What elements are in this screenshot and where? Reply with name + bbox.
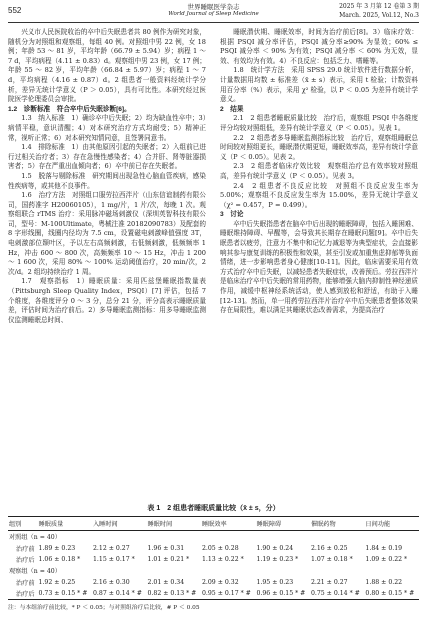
- column-header: 入睡时间: [92, 517, 146, 531]
- table-note: 注：与本组治疗前比较，* P ＜ 0.05；与对照组治疗后比较，# P ＜ 0.05: [8, 605, 200, 612]
- table-row: [8, 588, 419, 600]
- group-label: 对照组（n = 40）: [9, 534, 61, 542]
- row-label: 治疗后: [8, 588, 38, 600]
- table-cell: 1.88 ± 0.22: [365, 578, 403, 586]
- paragraph: 2.2 2 组患者多导睡眠监测指标比较 治疗后，观察组睡眠总时间较对照组更长，睡眠潜伏期更短，睡眠效率高，差异有统计学意义（P ＜ 0.05）。见表 2。: [220, 133, 418, 161]
- paragraph: 卒中后失眠指患者在脑卒中后出现的睡眠障碍，包括入睡困难、睡眠维持障碍、早醒等，会导致其长期存在睡眠问题[9]。卒中后失眠患者以疲劳，注意力不集中和记忆力减退等为典型症状，会直接影响其参与康复训练的积极性和效果，甚至引发或加重焦虑抑郁等负面情绪，进一步影响患者身心健康[10-11]。因此，临床需要采用有效方式治疗卒中后失眠，以减轻患者失眠症状，改善预后。劳拉西泮片是临床治疗卒中后失眠的常用药物，能够增强大脑内抑制性神经递质作用，减缓中枢神经系统活动，使人感到放松和舒适，有助于入睡[12-13]。然而，单一用药劳拉西泮片治疗卒中后失眠患者整体效果存在局限性，难以满足其睡眠状态改善需求，为提高治疗: [220, 219, 418, 315]
- table-cell: 2.16 ± 0.25: [310, 544, 348, 552]
- table-cell: 2.09 ± 0.32: [201, 578, 239, 586]
- paragraph: 2.4 2 组患者不良反应比较 对照组不良反应发生率为 5.00%；观察组不良反应发生率为 15.00%，差异无统计学意义（χ² = 0.457，P = 0.499）。: [220, 181, 418, 209]
- table-cell: 1.19 ± 0.23 *: [256, 555, 299, 563]
- section-heading: 2 结果: [220, 105, 244, 113]
- table-cell: 2.21 ± 0.27: [310, 578, 348, 586]
- paragraph: 兴义市人民医院收治的卒中后失眠患者共 80 例作为研究对象，随机分为对照组和观察组，每组 40 例。对照组中男 22 例，女 18 例；年龄 53 ～ 81 岁，平均年龄（66.79 ± 5.94）岁；病程 1 ～ 7 d，平均病程（4.11 ± 0.83）d。观察组中男 23 例，女 17 例；年龄 55 ～ 82 岁，平均年龄（66.84 ± 5.97）岁；病程 1 ～ 7 d，平均病程（4.16 ± 0.87）d。2 组患者一般资料经统计学分析，差异无统计学意义（P ＞ 0.05），具有可比性。本研究经过医院医学伦理委员会审批。: [8, 28, 206, 104]
- table-row: [8, 542, 419, 553]
- table-row: [8, 577, 419, 588]
- paragraph: 1.8 统计学方法 采用 SPSS 29.0 统计软件进行数据分析，计量数据用均数 ± 标准差（x̄ ± s）表示，采用 t 检验；计数资料用百分率（%）表示，采用 χ² 检验，以 P ＜ 0.05 为差异有统计学意义。: [220, 66, 418, 104]
- column-header: 日间功能: [364, 517, 419, 531]
- column-header: 催眠药物: [310, 517, 364, 531]
- journal-title-en: World Journal of Sleep Medicine: [168, 11, 259, 17]
- table-cell: 1.92 ± 0.25: [38, 578, 76, 586]
- page-number: 552: [8, 6, 22, 15]
- table-cell: 1.95 ± 0.23: [256, 578, 294, 586]
- paragraph: 1.5 脱落与剔除标准 研究期间出现急性心脑血管疾病，感染性疾病等，或其他不良事件。: [8, 171, 206, 190]
- table-cell: 1.90 ± 0.24: [256, 544, 294, 552]
- table-cell: 1.84 ± 0.19: [365, 544, 403, 552]
- table-1: [8, 503, 419, 611]
- paragraph: 1.4 排除标准 1）由其他原因引起的失眠者；2）入组前已进行过相关治疗者；3）存在急慢性感染者；4）合并肝、肾等脏器损害者；5）存在严重出血倾向者；6）卒中前已存在失眠者。: [8, 143, 206, 171]
- paragraph: 2.1 2 组患者睡眠质量比较 治疗后，观察组 PSQI 中各维度评分均较对照组低，差异有统计学意义（P ＜ 0.05）。见表 1。: [220, 114, 418, 132]
- table-cell: 2.01 ± 0.34: [147, 578, 185, 586]
- table-cell: 1.89 ± 0.23: [38, 544, 76, 552]
- issue-en: March. 2025, Vol.12, No.3: [339, 12, 419, 19]
- table-cell: 0.82 ± 0.13 * #: [146, 588, 200, 600]
- column-header: 睡眠障碍: [255, 517, 309, 531]
- column-header: 睡眠时间: [146, 517, 200, 531]
- table-cell: 0.75 ± 0.14 * #: [310, 588, 364, 600]
- table-cell: 0.96 ± 0.15 * #: [255, 588, 309, 600]
- table-cell: 1.07 ± 0.18 *: [310, 555, 353, 563]
- issue-info: [339, 2, 419, 20]
- sleep-quality-table: [8, 516, 419, 600]
- table-header-row: [8, 517, 419, 531]
- column-header: 组别: [8, 517, 38, 531]
- paragraph: 2.3 2 组患者临床疗效比较 观察组治疗总有效率较对照组高，差异有统计学意义（P ＜ 0.05）。见表 3。: [220, 162, 418, 180]
- section-heading: 1.2 诊断标准 符合卒中后失眠诊断[6]。: [8, 105, 131, 113]
- column-header: 睡眠质量: [38, 517, 92, 531]
- table-cell: 1.96 ± 0.31: [147, 544, 185, 552]
- table-title: 表 1 2 组患者睡眠质量比较（x̄ ± s，分）: [147, 505, 280, 512]
- table-cell: 0.73 ± 0.15 * #: [38, 588, 92, 600]
- table-cell: 1.13 ± 0.22 *: [201, 555, 244, 563]
- table-cell: 1.06 ± 0.18 *: [38, 555, 81, 563]
- page-header: [0, 0, 427, 22]
- left-column: [8, 28, 206, 325]
- table-cell: 1.01 ± 0.21 *: [147, 555, 190, 563]
- table-cell: 2.05 ± 0.28: [201, 544, 239, 552]
- paragraph: 1.6 治疗方法 对照组口服劳拉西泮片（山东信谊制药有限公司，国药准字 H20060105），1 mg/片，1 片/次，每晚 1 次。观察组联合 rTMS 治疗：采用脉冲磁场刺激仪（深圳英智科技有限公司，型号：M-100Ultimate，粤械注准 20182090783）及配套的 8 字形线圈，线圈内径均为 7.5 cm，设置磁电刺激峰值强度 3T，电刺激部位颞叶区，予以左右高频刺激，右低频刺激，低频频率 1 Hz，冲击 600 ～ 800 次，高频频率 10 ～ 15 Hz，冲击 1 200 ～ 1 600 次，采用 80% ～ 100% 运动阈值治疗，20 min/次，2 次/d。2 组均持续治疗 1 周。: [8, 191, 206, 276]
- paragraph: 1.3 纳入标准 1）确诊卒中后失眠；2）均为缺血性卒中；3）病情平稳，意识清醒；4）对本研究治疗方式均耐受；5）精神正常，视听正常；6）对本研究知情同意，且签署同意书。: [8, 114, 206, 142]
- row-label: 治疗前: [16, 545, 35, 553]
- paragraph: 1.7 观察指标 1）睡眠质量：采用匹兹堡睡眠指数量表（Pittsburgh Sleep Quality Index，PSQI）[7] 评估，包括 7 个维度，各维度评分 0 ～ 3 分，总分 21 分，评分高表示睡眠质量差，评估时间为治疗前后。2）多导睡眠监测指标：用多导睡眠监测仪监测睡眠总时间、: [8, 277, 206, 324]
- row-label: 治疗后: [16, 556, 35, 564]
- table-cell: 0.95 ± 0.17 * #: [201, 588, 255, 600]
- header-rule: [8, 22, 419, 23]
- section-heading: 3 讨论: [220, 211, 244, 219]
- table-cell: 0.80 ± 0.15 * #: [364, 588, 419, 600]
- table-cell: 1.15 ± 0.17 *: [93, 555, 135, 563]
- table-cell: 2.12 ± 0.27: [93, 544, 130, 552]
- table-cell: 2.16 ± 0.30: [93, 578, 130, 586]
- table-row: [8, 554, 419, 565]
- paragraph: 睡眠潜伏期、睡眠效率，时间为治疗前后[8]。3）临床疗效：根据 PSQI 减分率评估，PSQI 减分率≥90% 为显效；60% ≤ PSQI 减分率 ＜ 90% 为有效；PSQI 减分率 ＜ 60% 为无效，显效、有效均为有效。4）不良反应：包括乏力、嗜睡等。: [220, 28, 418, 65]
- right-column: [220, 28, 418, 316]
- table-cell: 1.09 ± 0.22 *: [365, 555, 408, 563]
- group-label: 观察组（n = 40）: [9, 568, 61, 576]
- table-group-row: [8, 565, 419, 576]
- row-label: 治疗前: [16, 579, 35, 587]
- column-header: 睡眠效率: [201, 517, 255, 531]
- table-cell: 0.87 ± 0.14 * #: [92, 588, 146, 600]
- table-body: [8, 531, 419, 600]
- issue-cn: 2025 年 3 月第 12 卷第 3 期: [339, 3, 419, 10]
- table-group-row: [8, 531, 419, 543]
- journal-title-cn: 世界睡眠医学杂志: [187, 3, 240, 11]
